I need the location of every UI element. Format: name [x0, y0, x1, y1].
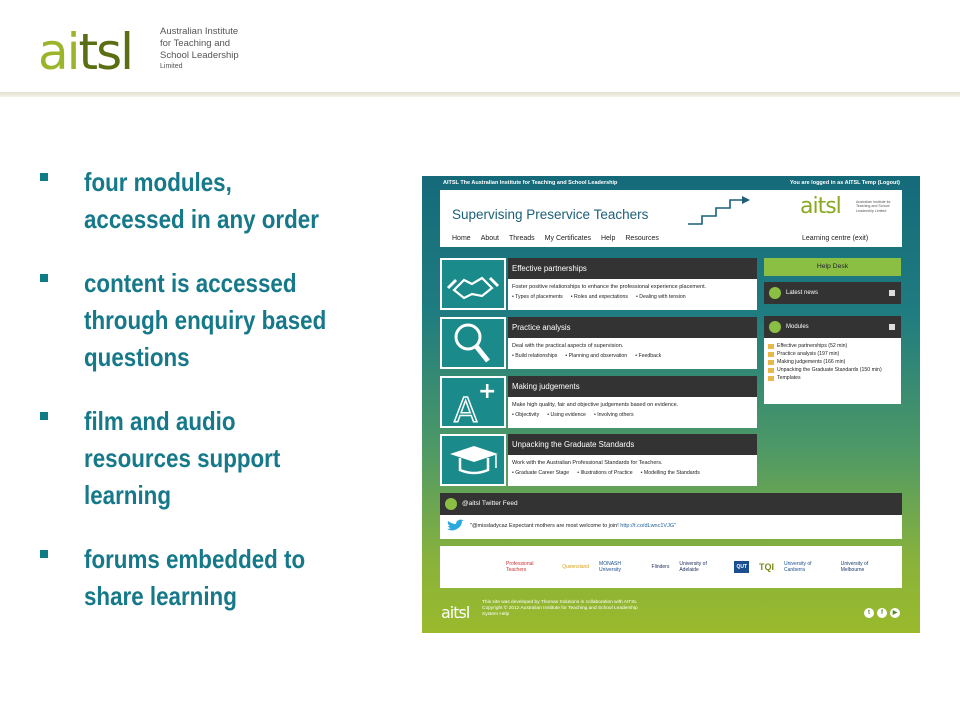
- folder-icon: [768, 344, 774, 349]
- folder-icon: [768, 368, 774, 373]
- modules-panel-item[interactable]: Templates: [764, 374, 901, 382]
- social-links: [864, 608, 900, 618]
- graduation-cap-icon: [440, 434, 506, 486]
- folder-icon: [768, 360, 774, 365]
- nav-certificates[interactable]: My Certificates: [544, 235, 591, 242]
- partner-logo[interactable]: University of Canberra: [784, 561, 812, 573]
- module-link[interactable]: • Types of placements: [512, 294, 563, 300]
- site-screenshot: [422, 176, 920, 633]
- bullet-item: film and audio resources support learning: [36, 403, 386, 514]
- partner-logo[interactable]: QUT: [734, 561, 749, 573]
- folder-icon: [768, 376, 774, 381]
- twitter-bird-icon: [446, 519, 464, 533]
- handshake-icon: [440, 258, 506, 310]
- site-topbar: [422, 176, 920, 189]
- twitter-feed: [440, 493, 902, 539]
- module-link[interactable]: • Dealing with tension: [636, 294, 686, 300]
- topbar-login-status[interactable]: You are logged in as AITSL Temp (Logout): [789, 179, 900, 186]
- site-header: [440, 190, 902, 247]
- site-nav: [452, 235, 659, 242]
- latest-news-panel: [764, 282, 901, 304]
- a-plus-icon: [440, 376, 506, 428]
- header-divider: [0, 92, 960, 97]
- svg-text:A: A: [454, 391, 478, 426]
- module-link[interactable]: • Planning and observation: [565, 353, 627, 359]
- partner-logo[interactable]: Flinders: [651, 564, 670, 570]
- module-desc: Foster positive relationships to enhance the professional experience placement.: [512, 284, 707, 290]
- system-help-link[interactable]: System Help: [482, 611, 510, 617]
- collapse-icon[interactable]: [889, 290, 895, 296]
- modules-panel-header[interactable]: Modules: [764, 316, 901, 338]
- stairs-icon: [686, 194, 754, 226]
- partner-logo[interactable]: TQI: [759, 562, 775, 572]
- module-link[interactable]: • Roles and expectations: [571, 294, 628, 300]
- arrow-right-icon: [769, 321, 781, 333]
- module-card[interactable]: [440, 258, 757, 310]
- module-title[interactable]: Practice analysis: [508, 317, 757, 338]
- magnifier-icon: [440, 317, 506, 369]
- module-link[interactable]: • Build relationships: [512, 353, 557, 359]
- module-title[interactable]: Unpacking the Graduate Standards: [508, 434, 757, 455]
- bullet-list: [36, 164, 386, 642]
- bullet-square-icon: [40, 412, 48, 420]
- collapse-icon[interactable]: [889, 324, 895, 330]
- module-desc: Work with the Australian Professional Standards for Teachers.: [512, 460, 663, 466]
- topbar-org-link[interactable]: AITSL The Australian Institute for Teaching and School Leadership: [443, 179, 618, 186]
- module-desc: Make high quality, fair and objective judgements based on evidence.: [512, 402, 679, 408]
- modules-panel-item[interactable]: Effective partnerships (52 min): [764, 342, 901, 350]
- bullet-item: forums embedded to share learning: [36, 541, 386, 615]
- partner-logos: [440, 546, 902, 588]
- helpdesk-button[interactable]: Help Desk: [764, 258, 901, 276]
- bullet-square-icon: [40, 173, 48, 181]
- twitter-icon[interactable]: t: [864, 608, 874, 618]
- nav-about[interactable]: About: [480, 235, 499, 242]
- modules-panel-item[interactable]: Making judgements (166 min): [764, 358, 901, 366]
- module-link[interactable]: • Objectivity: [512, 412, 539, 418]
- modules-panel-item[interactable]: Practice analysis (197 min): [764, 350, 901, 358]
- site-title: Supervising Preservice Teachers: [452, 207, 649, 222]
- logo-wordmark: aitsl: [38, 23, 133, 81]
- slide-logo: [38, 22, 268, 84]
- module-link[interactable]: • Feedback: [635, 353, 661, 359]
- module-card[interactable]: [440, 434, 757, 486]
- partner-logo[interactable]: University of Melbourne: [840, 561, 869, 573]
- partner-logo[interactable]: Queensland: [562, 564, 590, 570]
- twitter-feed-header[interactable]: @aitsl Twitter Feed: [440, 493, 902, 515]
- folder-icon: [768, 352, 774, 357]
- nav-home[interactable]: Home: [452, 235, 471, 242]
- module-title[interactable]: Effective partnerships: [508, 258, 757, 279]
- module-link[interactable]: • Graduate Career Stage: [512, 470, 569, 476]
- arrow-right-icon: [769, 287, 781, 299]
- partner-logo[interactable]: MONASH University: [599, 561, 621, 573]
- footer-logo: aitsl: [441, 603, 470, 622]
- bullet-item: four modules, accessed in any order: [36, 164, 386, 238]
- nav-threads[interactable]: Threads: [508, 235, 535, 242]
- module-desc: Deal with the practical aspects of supervision.: [512, 343, 624, 349]
- bullet-square-icon: [40, 550, 48, 558]
- facebook-icon[interactable]: f: [877, 608, 887, 618]
- modules-panel-item[interactable]: Unpacking the Graduate Standards (150 min): [764, 366, 901, 374]
- bullet-item: content is accessed through enquiry based questions: [36, 265, 386, 376]
- module-link[interactable]: • Modelling the Standards: [641, 470, 700, 476]
- site-logo[interactable]: aitsl Australian Institute for Teaching and School Leadership Limited: [800, 194, 891, 219]
- module-link[interactable]: • Illustrations of Practice: [577, 470, 632, 476]
- module-title[interactable]: Making judgements: [508, 376, 757, 397]
- tweet-text: "@missladycaz Expectant mothers are most welcome to join!: [470, 523, 619, 529]
- bullet-square-icon: [40, 274, 48, 282]
- module-link[interactable]: • Using evidence: [547, 412, 586, 418]
- module-card[interactable]: [440, 376, 757, 428]
- learning-centre-link[interactable]: Learning centre (exit): [802, 235, 869, 242]
- site-footer: aitsl This site was developed by Thomas Solutions in collaboration with AITSL Copyright © 2012 Australian Institute for Teaching and School Leadership System Help t f ▶: [422, 596, 920, 633]
- partner-logo[interactable]: University of Adelaide: [679, 561, 707, 573]
- modules-panel: [764, 316, 901, 404]
- svg-text:+: +: [478, 379, 497, 404]
- youtube-icon[interactable]: ▶: [890, 608, 900, 618]
- tweet-link[interactable]: http://t.co/dLwnc1VJG": [620, 523, 677, 529]
- partner-logo[interactable]: Professional Teachers: [506, 561, 534, 573]
- nav-help[interactable]: Help: [600, 235, 616, 242]
- arrow-right-icon: [445, 498, 457, 510]
- logo-org-name: Australian Institute for Teaching and School Leadership Limited: [160, 26, 239, 70]
- module-link[interactable]: • Involving others: [594, 412, 634, 418]
- nav-resources[interactable]: Resources: [625, 235, 659, 242]
- module-card[interactable]: [440, 317, 757, 369]
- latest-news-header[interactable]: Latest news: [764, 282, 901, 304]
